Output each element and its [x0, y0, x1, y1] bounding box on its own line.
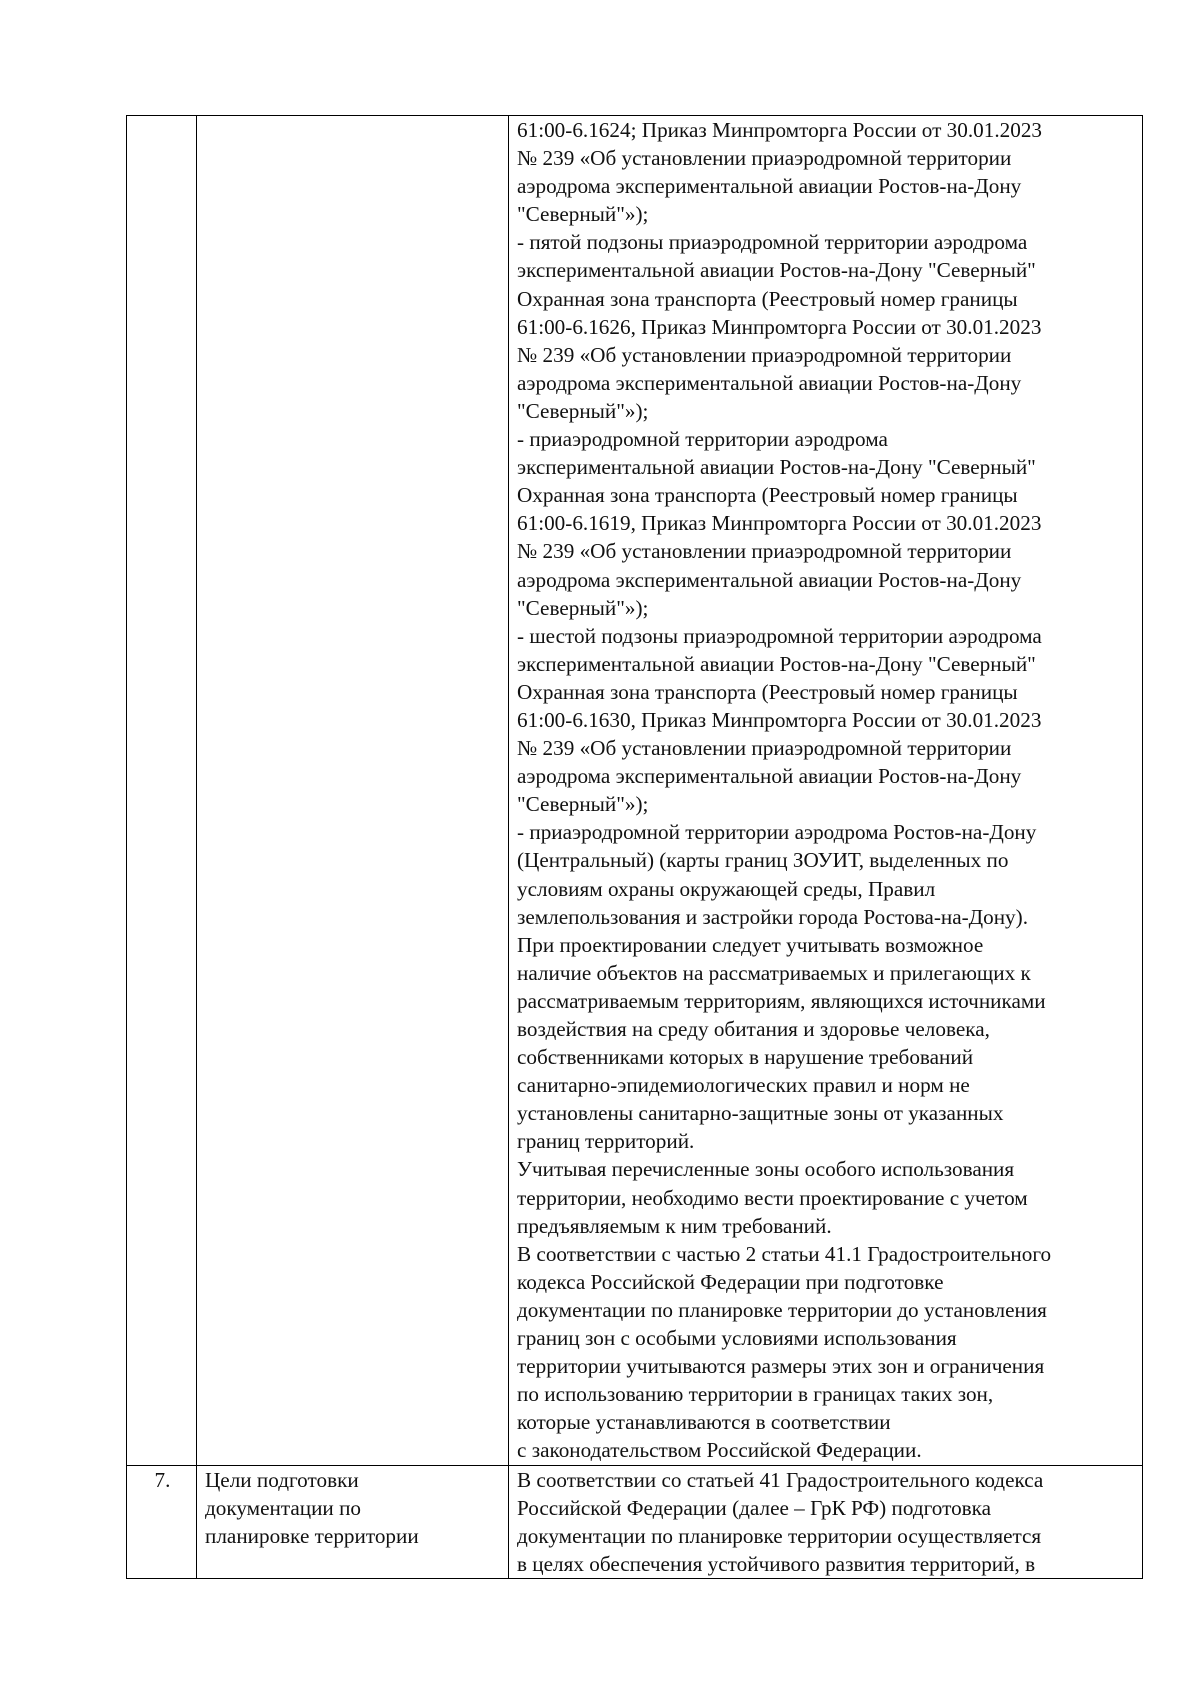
text-line: "Северный"»); [517, 595, 649, 620]
text-line: - приаэродромной территории аэродрома Ростов-на-Дону [517, 820, 1037, 845]
text-line: В соответствии со статьей 41 Градостроительного кодекса [517, 1467, 1044, 1492]
row-text-cell [509, 116, 1143, 1466]
text-line: аэродрома экспериментальной авиации Ростов-на-Дону [517, 174, 1022, 199]
text-line: Российской Федерации (далее – ГрК РФ) подготовка [517, 1495, 992, 1520]
text-line: "Северный"»); [517, 398, 649, 423]
text-line: с законодательством Российской Федерации. [517, 1438, 922, 1463]
text-line: № 239 «Об установлении приаэродромной территории [517, 539, 1012, 564]
text-line: № 239 «Об установлении приаэродромной территории [517, 146, 1012, 171]
text-line: "Северный"»); [517, 202, 649, 227]
text-line: (Центральный) (карты границ ЗОУИТ, выделенных по [517, 848, 1009, 873]
text-line: - приаэродромной территории аэродрома [517, 427, 888, 452]
text-line: В соответствии с частью 2 статьи 41.1 Градостроительного [517, 1241, 1052, 1266]
text-line: 61:00-6.1626, Приказ Минпромторга России от 30.01.2023 [517, 314, 1042, 339]
text-line: предъявляемым к ним требований. [517, 1213, 832, 1238]
text-line: по использованию территории в границах таких зон, [517, 1382, 994, 1407]
row-name-cell [197, 116, 509, 1466]
text-line: кодекса Российской Федерации при подготовке [517, 1269, 944, 1294]
text-line: Охранная зона транспорта (Реестровый номер границы [517, 483, 1018, 508]
text-line: рассматриваемым территориям, являющихся источниками [517, 988, 1046, 1013]
text-line: экспериментальной авиации Ростов-на-Дону "Северный" [517, 258, 1036, 283]
text-line: экспериментальной авиации Ростов-на-Дону "Северный" [517, 651, 1036, 676]
text-line: условиям охраны окружающей среды, Правил [517, 876, 936, 901]
text-line: аэродрома экспериментальной авиации Ростов-на-Дону [517, 567, 1022, 592]
text-line: - пятой подзоны приаэродромной территории аэродрома [517, 230, 1028, 255]
text-line: 61:00-6.1624; Приказ Минпромторга России от 30.01.2023 [517, 118, 1043, 142]
row-number-cell: 7. [127, 1465, 197, 1578]
text-line: планировке территории [205, 1523, 419, 1548]
text-line: - шестой подзоны приаэродромной территории аэродрома [517, 623, 1042, 648]
text-line: воздействия на среду обитания и здоровье человека, [517, 1017, 990, 1041]
text-line: 61:00-6.1630, Приказ Минпромторга России от 30.01.2023 [517, 707, 1042, 732]
text-line: экспериментальной авиации Ростов-на-Дону "Северный" [517, 455, 1036, 480]
row-text-cell [509, 1465, 1143, 1578]
text-line: 61:00-6.1619, Приказ Минпромторга России от 30.01.2023 [517, 511, 1042, 536]
text-line: территории учитываются размеры этих зон и ограничения [517, 1354, 1045, 1379]
text-line: санитарно-эпидемиологических правил и норм не [517, 1073, 970, 1098]
text-line: границ территорий. [517, 1129, 695, 1154]
text-line: Цели подготовки [205, 1467, 359, 1492]
text-line: наличие объектов на рассматриваемых и прилегающих к [517, 960, 1031, 985]
row-7-text [517, 1466, 1136, 1578]
text-line: аэродрома экспериментальной авиации Ростов-на-Дону [517, 370, 1022, 395]
text-line: в целях обеспечения устойчивого развития территорий, в [517, 1551, 1036, 1576]
table-row-7 [127, 1465, 1143, 1578]
text-line: землепользования и застройки города Ростова-на-Дону). [517, 904, 1029, 929]
text-line: Охранная зона транспорта (Реестровый номер границы [517, 679, 1018, 704]
text-line: № 239 «Об установлении приаэродромной территории [517, 342, 1012, 367]
row-7-name [205, 1466, 502, 1550]
text-line: которые устанавливаются в соответствии [517, 1410, 891, 1435]
text-line: границ зон с особыми условиями использования [517, 1326, 957, 1351]
text-line: территории, необходимо вести проектирование с учетом [517, 1185, 1028, 1210]
text-line: документации по планировке территории осуществляется [517, 1523, 1042, 1548]
requirements-table [126, 115, 1143, 1579]
text-line: документации по планировке территории до установления [517, 1297, 1047, 1322]
table-row-continued [127, 116, 1143, 1466]
text-line: При проектировании следует учитывать возможное [517, 932, 984, 957]
text-line: № 239 «Об установлении приаэродромной территории [517, 736, 1012, 761]
text-line: "Северный"»); [517, 792, 649, 817]
row-number-cell [127, 116, 197, 1466]
text-line: Учитывая перечисленные зоны особого использования [517, 1157, 1015, 1182]
text-line: Охранная зона транспорта (Реестровый номер границы [517, 286, 1018, 311]
text-line: аэродрома экспериментальной авиации Ростов-на-Дону [517, 764, 1022, 789]
text-line: установлены санитарно-защитные зоны от указанных [517, 1101, 1004, 1126]
text-line: документации по [205, 1495, 361, 1520]
text-line: собственниками которых в нарушение требований [517, 1045, 974, 1070]
row-name-cell [197, 1465, 509, 1578]
continued-text [517, 116, 1136, 1465]
